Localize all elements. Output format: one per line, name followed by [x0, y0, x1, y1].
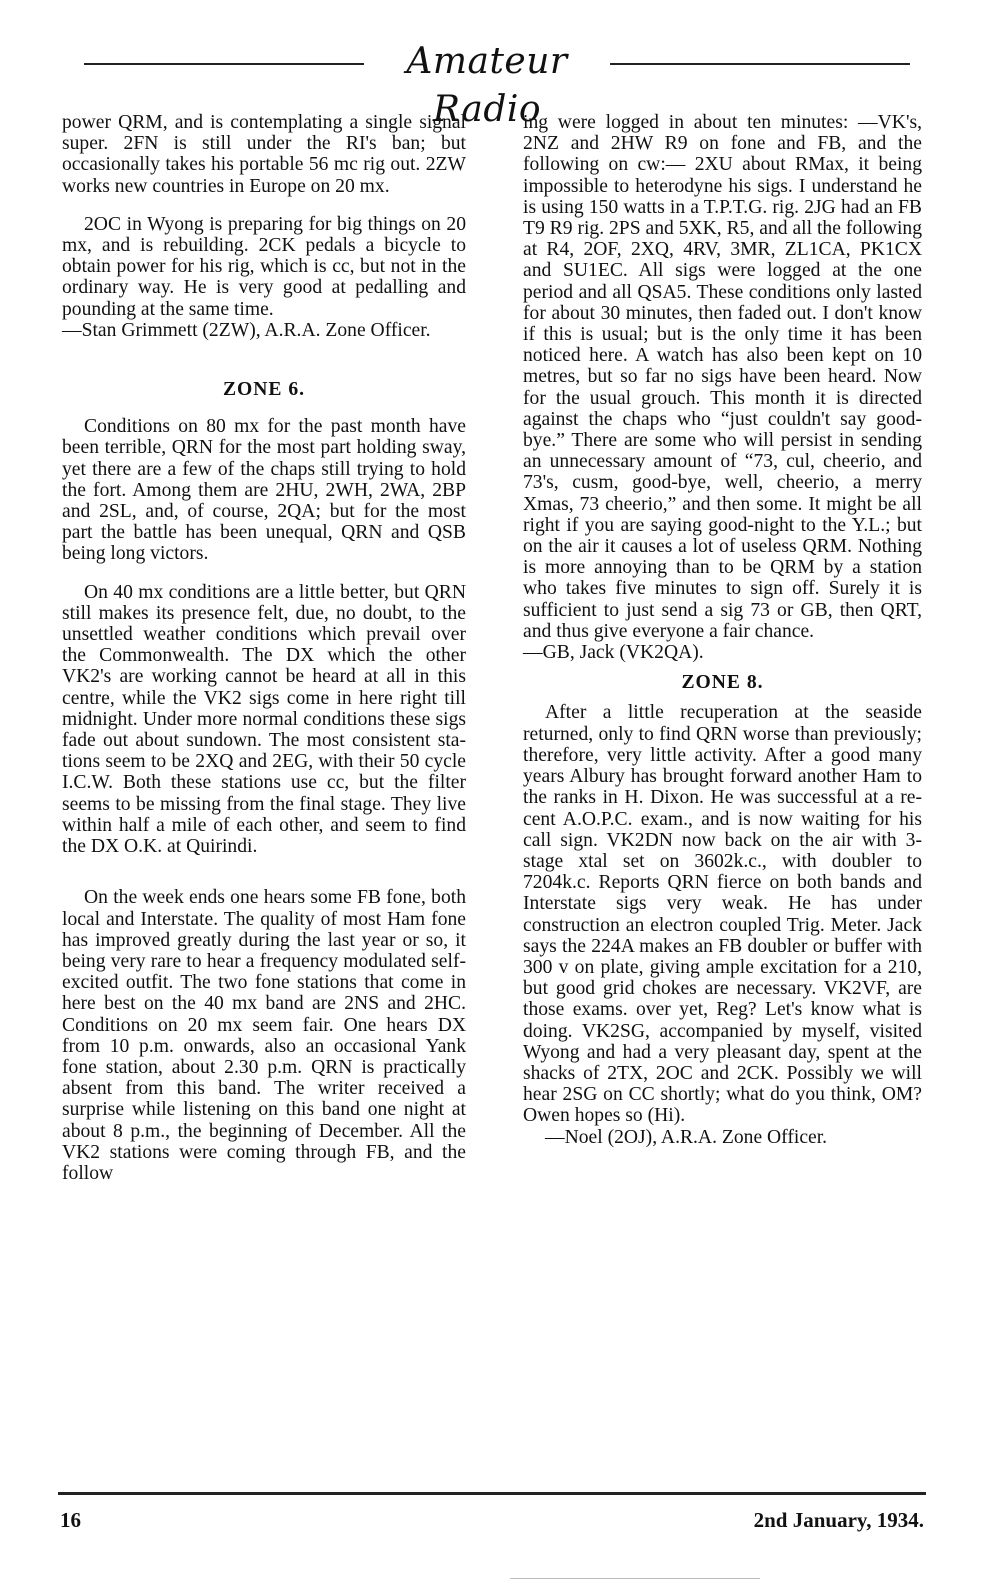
- paragraph: On the week ends one hears some FB fone, both local and Interstate. The quality of most Ham fone has improved greatly during the last year or so, it being very rare to hear a frequency modulated self-excited outfit. The two fone stations that come in here best on the 40 mx band are 2NS and 2HC. Conditions on 20 mx seem fair. One hears DX from 10 p.m. onwards, also an occasional Yank fone station, about 2.30 p.m. QRN is practically absent from this band. The writer received a surprise while listening on this band one night at about 8 p.m., the beginning of December. All the VK2 stations were coming through FB, and the follow: [62, 887, 466, 1184]
- paragraph: ing were logged in about ten minutes: —VK's, 2NZ and 2HW R9 on fone and FB, and the following on cw:— 2XU about RMax, it being impossible to heterodyne his sigs. I understand he is using 150 watts in a T.P.T.G. rig. 2JG had an FB T9 R9 rig. 2PS and 5XK, R5, and all the following at R4, 2OF, 2XQ, 4RV, 3MR, ZL1CA, PK1CX and SU1EC. All sigs were logged at the one period and all QSA5. These conditions only lasted for about 30 minutes, then faded out. I don't know if this is usual; but is the only time it has been noticed here. A watch has also been kept on 10 metres, but so far no sigs have been heard. Now for the usual grouch. This month it is directed against the chaps who “just couldn't say good-bye.” There are some who will persist in sending an unnecessary amount of “73, cul, cheerio, and 73's, cusm, good-bye, well, cheerio, a merry Xmas, 73 cheerio,” and then some. It might be all right if you are saying good-night to the Y.L.; but on the air it causes a lot of useless QRM. Nothing is more annoying than to be QRM by a station who takes five minutes to sign off. Surely it is sufficient to just send a sig 73 or GB, then QRT, and thus give everyone a fair chance.: [523, 112, 922, 642]
- zone-8-heading: ZONE 8.: [681, 672, 764, 694]
- zone-6-heading: ZONE 6.: [222, 379, 306, 401]
- signature: —GB, Jack (VK2QA).: [523, 642, 704, 664]
- masthead: [84, 38, 910, 130]
- signature: —Stan Grimmett (2ZW), A.R.A. Zone Officer.: [62, 319, 431, 341]
- left-column: [62, 112, 466, 1184]
- paragraph: After a little recuperation at the seaside returned, only to find QRN worse than previously; therefore, very little activity. After a good many years Albury has brought forward another Ham to the ranks in H. Dixon. He was successful at a recent A.O.P.C. exam., and is now waiting for his call sign. VK2DN now back on the air with 3-stage xtal set on 3602k.c., with doubler to 7204k.c. Reports QRN fierce on both bands and Interstate sigs very weak. He has under construction an electron coupled Trig. Meter. Jack says the 224A makes an FB doubler or buffer with 300 v on plate, giving ample excitation for a 210, but good grid chokes are necessary. VK2VF, are those exams. over yet, Reg? Let's know what is doing. VK2SG, accompanied by myself, visited Wyong and had a very pleasant day, spent at the shacks of 2TX, 2OC and 2CK. Possibly we will hear 2SG on CC shortly; what do you think, OM? Owen hopes so (Hi).: [523, 702, 922, 1127]
- paragraph: Conditions on 80 mx for the past month have been terrible, QRN for the most part holding sway, yet there are a few of the chaps still trying to hold the fort. Among them are 2HU, 2WH, 2WA, 2BP and 2SL, and, of course, 2QA; but for the most part the battle has been unequal, QRN and QSB being long victors.: [62, 416, 466, 565]
- issue-date: 2nd January, 1934.: [753, 1508, 924, 1532]
- footer-faint-line: [510, 1578, 760, 1579]
- masthead-title: Amateur Radio: [406, 41, 568, 130]
- masthead-rule-left: [84, 63, 364, 65]
- right-column: [523, 112, 922, 1148]
- paragraph: power QRM, and is contemplating a single signal super. 2FN is still under the RI's ban; but occasionally takes his portable 56 mc rig out. 2ZW works new countries in Europe on 20 mx.: [62, 112, 466, 197]
- footer-rule: [58, 1492, 926, 1495]
- paragraph: On 40 mx conditions are a little better, but QRN still makes its presence felt, due, no doubt, to the unsettled weather conditions which prevail over the Commonwealth. The DX which the other VK2's are working cannot be heard at all in this centre, while the VK2 sigs come in here right till midnight. Under more normal conditions these sigs fade out about sundown. The most consistent stations seem to be 2XQ and 2EG, with their 50 cycle I.C.W. Both these stations use cc, but the filter seems to be missing from the final stage. They live within half a mile of each other, and seem to find the DX O.K. at Quirindi.: [62, 581, 466, 858]
- masthead-rule-right: [610, 63, 910, 65]
- signature: —Noel (2OJ), A.R.A. Zone Officer.: [545, 1126, 828, 1148]
- page-number: 16: [60, 1508, 81, 1532]
- paragraph: 2OC in Wyong is preparing for big things on 20 mx, and is rebuilding. 2CK pedals a bicycle to obtain power for his rig, which is cc, but not in the ordinary way. He is very good at pedalling and pounding at the same time.: [62, 213, 466, 320]
